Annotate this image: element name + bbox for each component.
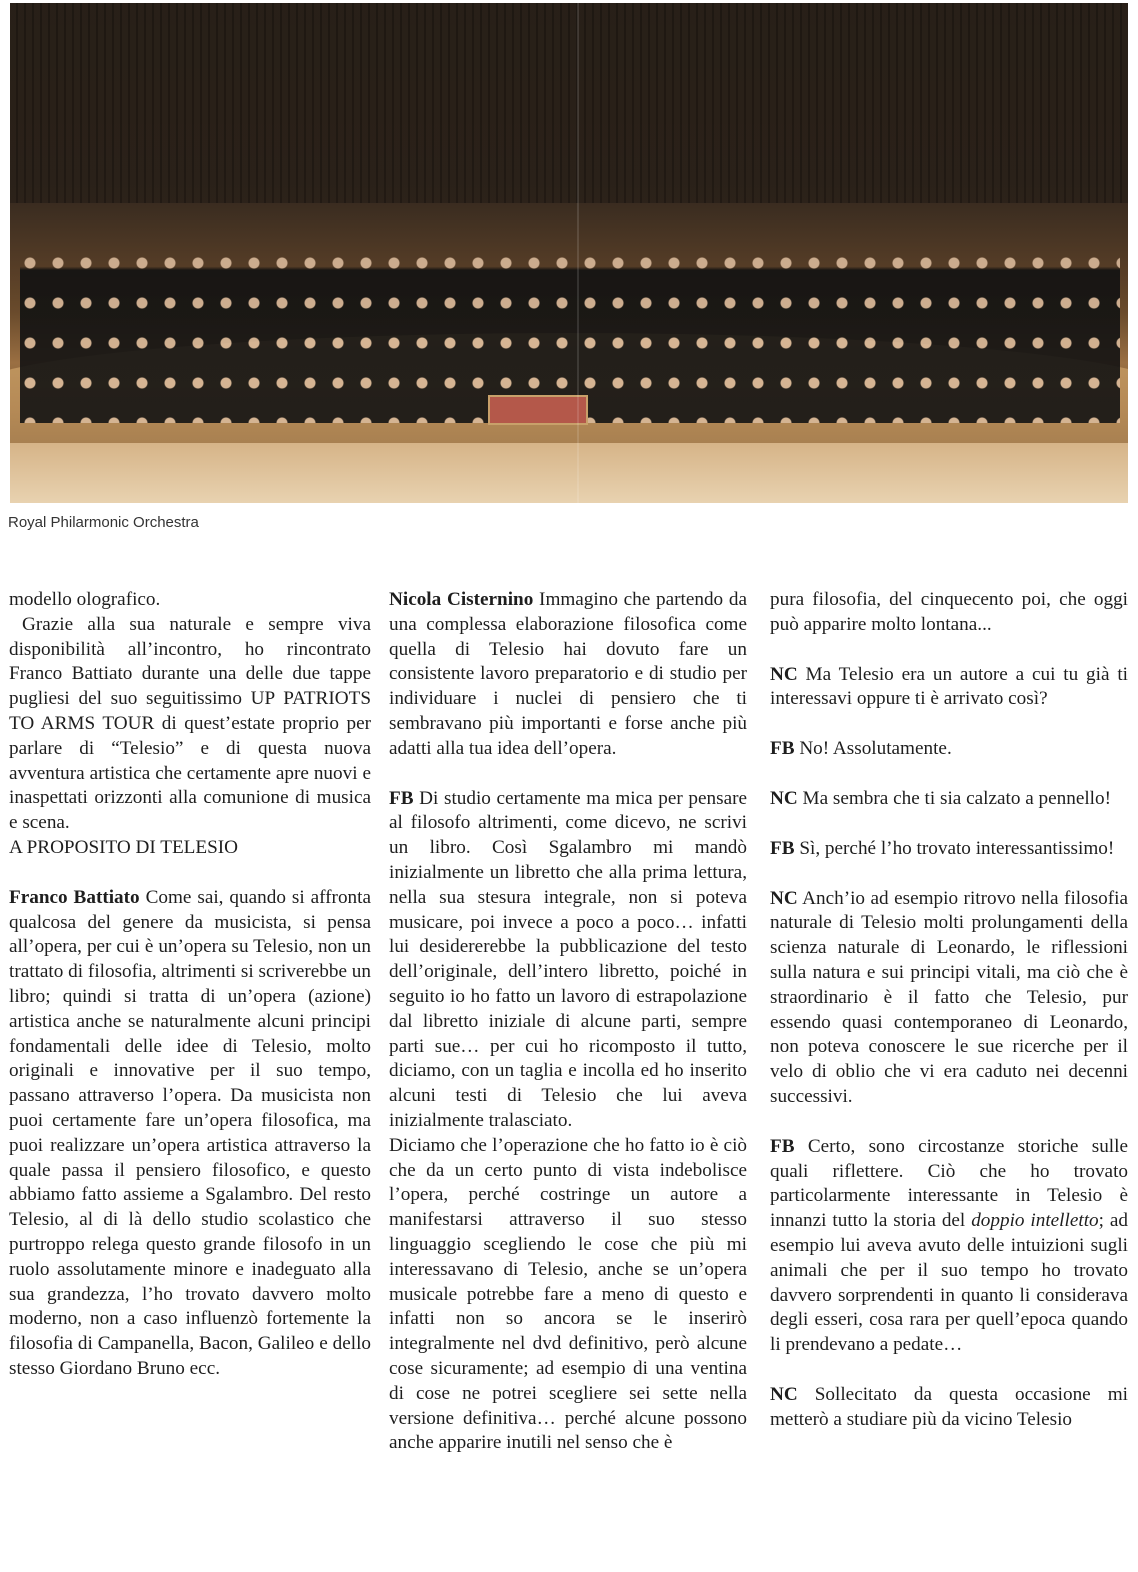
section-heading: A PROPOSITO DI TELESIO <box>9 836 239 858</box>
answer-text: ; ad esempio lui aveva avuto delle intuizioni sugli animali che per il suo tempo ho trovato davvero sorprendenti in quanto li considerava degli esseri, cosa rara per quell’epoca quando li prendevano a pedate… <box>770 1210 1128 1356</box>
paragraph <box>389 588 747 762</box>
paragraph <box>770 1135 1128 1358</box>
column-1 <box>9 588 371 1382</box>
speaker-name: Nicola Cisternino <box>389 589 534 610</box>
question-text: Immagino che partendo da una complessa elaborazione filosofica come quella di Telesio hai dovuto fare un consistente lavoro preparatorio e di studio per individuare i nuclei di pensiero che ti sembravano più importanti e forse anche più adatti alla tua idea dell’opera. <box>389 589 747 759</box>
photo-caption: Royal Philarmonic Orchestra <box>8 514 199 531</box>
paragraph <box>389 787 747 1134</box>
column-3 <box>770 588 1128 1433</box>
question-text: Ma sembra che ti sia calzato a pennello! <box>797 787 1111 809</box>
answer-text: Certo, sono circostanze storiche sulle quali riflettere. Ciò che ho trovato particolarmente interessante in Telesio è innanzi tutto la storia del <box>770 1135 1128 1232</box>
speaker-initials: NC <box>770 887 798 909</box>
paragraph <box>770 837 1128 862</box>
answer-text: No! Assolutamente. <box>794 738 952 760</box>
question-text: Anch’io ad esempio ritrovo nella filosofia naturale di Telesio molti prolungamenti della scienza naturale di Leonardo, le riflessioni sulla natura e sui principi vitali, ma ciò che è straordinario è il fatto che Telesio, pur essendo quasi contemporaneo di Leonardo, non poteva conoscere le sue ricerche per il velo di oblio che vi era caduto nei decenni successivi. <box>770 887 1128 1107</box>
answer-text: Come sai, quando si affronta qualcosa del genere da musicista, si pensa all’opera, per cui è un’opera su Telesio, non un trattato di filosofia, altrimenti si scriverebbe un libro; quindi si tratta di un’opera (azione) artistica anche se naturalmente alcuni principi fondamentali delle idee di Telesio, molto originali e innovative per il suo tempo, passano attraverso l’opera. Da musicista non puoi certamente fare un’opera filosofica, ma puoi realizzare un’opera artistica attraverso la quale passa il pensiero filosofico, e questo abbiamo fatto assieme a Sgalambro. Del resto Telesio, al di là dello studio scolastico che purtroppo relega questo grande filosofo in un ruolo assolutamente minore e inadeguato alla sua grandezza, l’ho trovato davvero molto moderno, non a caso influenzò fortemente la filosofia di Campanella, Bacon, Galileo e dello stesso Giordano Bruno ecc. <box>9 886 371 1379</box>
paragraph <box>770 887 1128 1110</box>
emphasis-text: doppio intelletto <box>971 1210 1099 1232</box>
speaker-initials: NC <box>770 1383 798 1405</box>
conductor-podium <box>488 395 588 425</box>
paragraph <box>770 737 1128 762</box>
paragraph: modello olografico. <box>9 589 161 610</box>
speaker-name: Franco Battiato <box>9 886 140 908</box>
speaker-initials: FB <box>770 837 795 859</box>
answer-text: Di studio certamente ma mica per pensare al filosofo altrimenti, come dicevo, ne scrivi un libro. Così Sgalambro mi mandò inizialmente un libretto che alla prima lettura, nella sua stesura integrale, non si poteva musicare, poi invece a poco a poco… infatti lui desidererebbe la pubblicazione del testo dell’originale, dell’intero libretto, poiché in seguito io ho fatto un lavoro di estrapolazione dal libretto iniziale di alcune parti, sempre parti sue… per cui ho ricomposto il tutto, diciamo, con un taglia e incolla ed ho inserito alcuni testi di Telesio che lui aveva inizialmente tralasciato. <box>389 787 747 1131</box>
question-text: Sollecitato da questa occasione mi metterò a studiare più da vicino Telesio <box>770 1383 1128 1430</box>
speaker-initials: FB <box>770 738 795 760</box>
stage-floor <box>10 443 1128 503</box>
paragraph: pura filosofia, del cinquecento poi, che oggi può apparire molto lontana... <box>770 589 1128 635</box>
speaker-initials: FB <box>389 787 414 809</box>
paragraph: Diciamo che l’operazione che ho fatto io è ciò che da un certo punto di vista indebolisce l’opera, perché costringe un autore a manifestarsi attraverso il suo stesso linguaggio scegliendo le cose che più mi interessavano di Telesio, anche se un’opera musicale potrebbe fare a meno di questo e infatti non so ancora se le inserirò integralmente nel dvd definitivo, però alcune cose sicuramente; ad esempio di una ventina di cose ne potrei scegliere sei sette nella versione definitiva… perché alcune possono anche apparire inutili nel senso che è <box>389 1134 747 1454</box>
page-spine <box>577 3 579 503</box>
speaker-initials: NC <box>770 663 798 685</box>
speaker-initials: NC <box>770 787 798 809</box>
paragraph <box>770 1383 1128 1433</box>
paragraph: Grazie alla sua naturale e sempre viva disponibilità all’incontro, ho rincontrato Franco Battiato durante una delle due tappe pugliesi del suo seguitissimo UP PATRIOTS TO ARMS TOUR di quest’estate proprio per parlare di “Telesio” e di questa nuova avventura artistica che certamente apre nuovi e inaspettati orizzonti alla comunione di musica e scena. <box>9 613 371 834</box>
question-text: Ma Telesio era un autore a cui tu già ti interessavi oppure ti è arrivato così? <box>770 663 1128 710</box>
answer-text: Sì, perché l’ho trovato interessantissimo! <box>794 837 1115 859</box>
paragraph <box>770 663 1128 713</box>
paragraph <box>770 787 1128 812</box>
orchestra-photo <box>10 3 1128 503</box>
speaker-initials: FB <box>770 1135 795 1157</box>
paragraph <box>9 886 371 1382</box>
column-2 <box>389 588 747 1456</box>
